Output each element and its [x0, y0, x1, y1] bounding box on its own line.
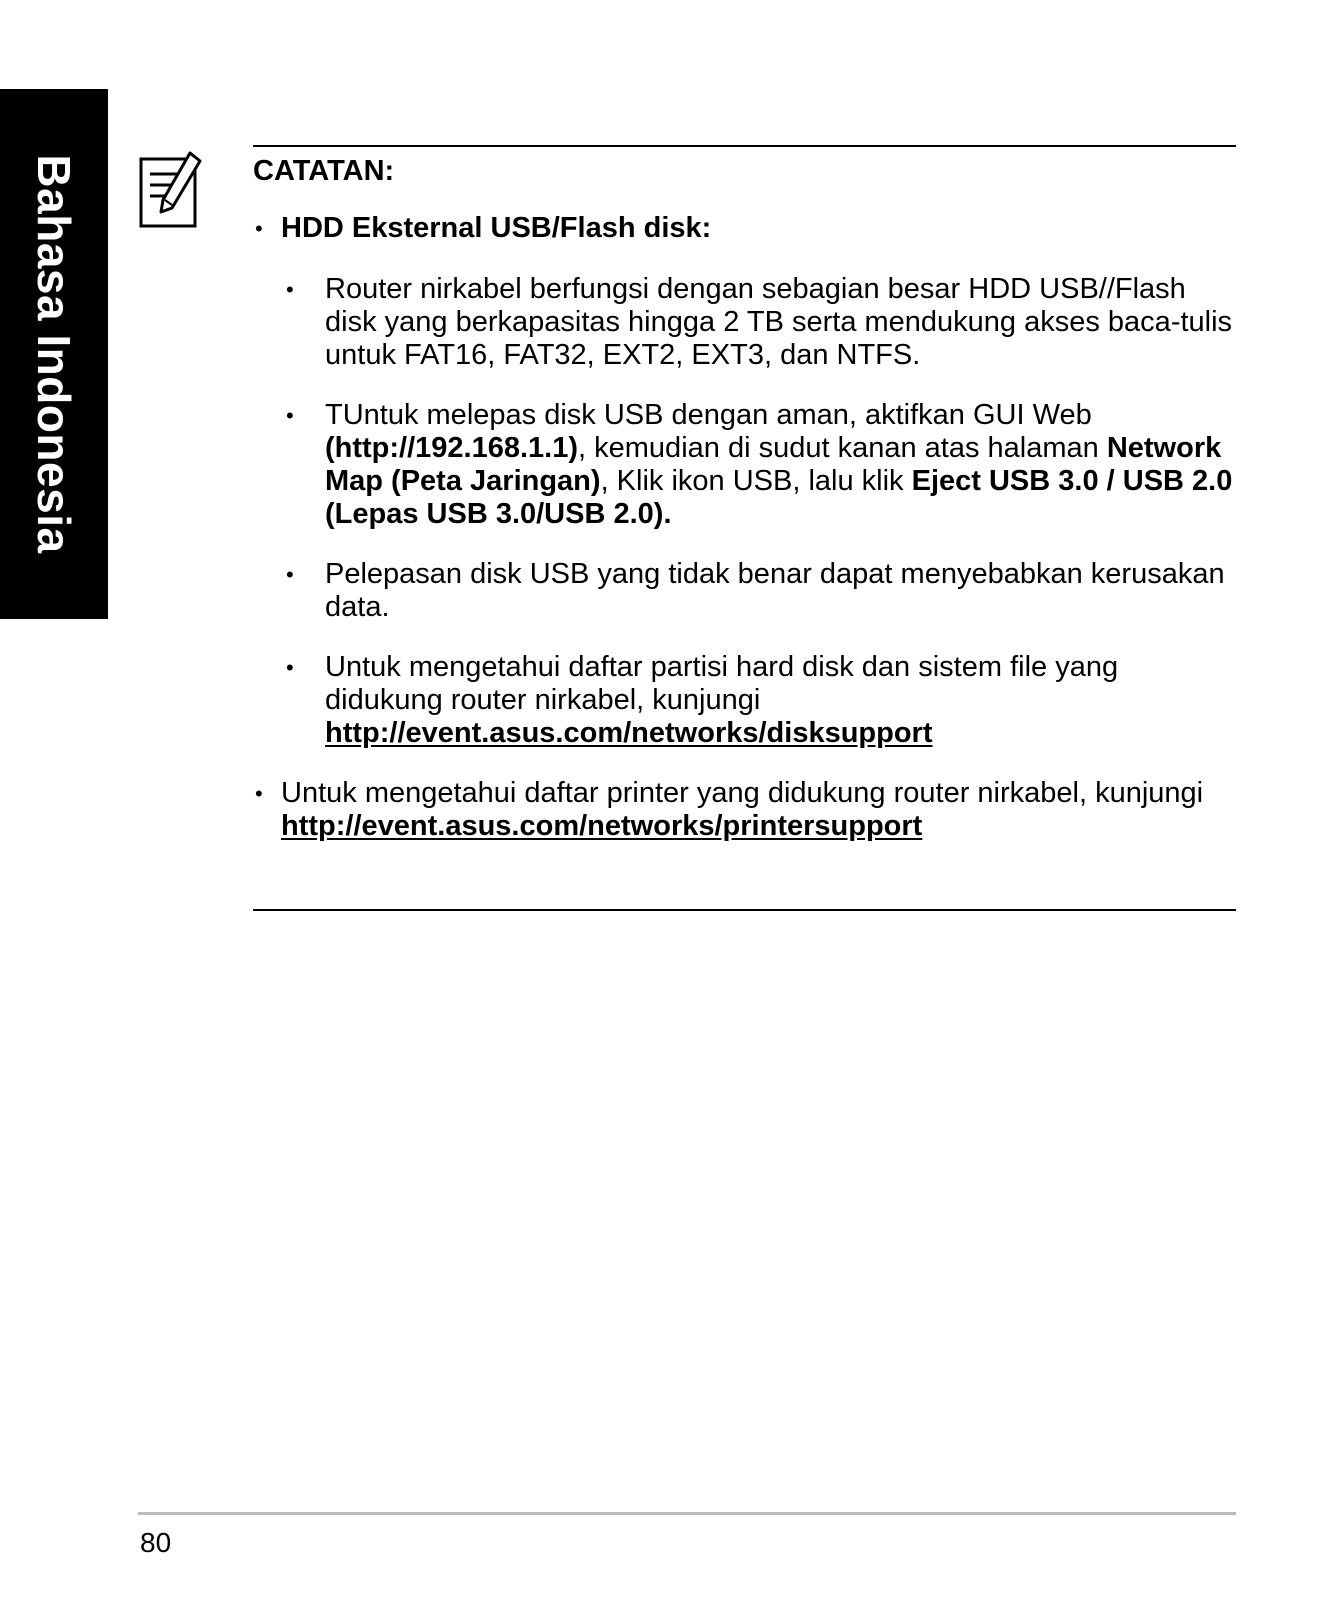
list-item — [253, 558, 1243, 624]
router-ip: (http://192.168.1.1) — [325, 432, 579, 464]
note-content — [253, 155, 1243, 871]
bullet-dot: • — [255, 781, 263, 806]
bullet-dot: • — [286, 403, 294, 428]
language-tab-label: Bahasa Indonesia — [28, 154, 80, 554]
network-map-label: Network Map (Peta Jaringan) — [325, 432, 1222, 497]
bullet-dot: • — [255, 216, 263, 241]
footer-rule — [138, 1512, 1236, 1515]
eject-text-1: TUntuk melepas disk USB dengan aman, aktifkan GUI Web — [325, 399, 1092, 431]
disk-support-link[interactable]: http://event.asus.com/networks/disksupport — [325, 717, 933, 749]
list-item — [253, 399, 1243, 531]
list-item — [253, 651, 1243, 750]
printer-support-link[interactable]: http://event.asus.com/networks/printersupport — [281, 810, 923, 842]
improper-removal-text: Pelepasan disk USB yang tidak benar dapat menyebabkan kerusakan data. — [325, 558, 1225, 623]
printer-support-text: Untuk mengetahui daftar printer yang didukung router nirkabel, kunjungi — [281, 777, 1204, 809]
language-side-tab — [0, 89, 108, 619]
disk-support-text: Untuk mengetahui daftar partisi hard disk dan sistem file yang didukung router nirkabel, kunjungi — [325, 651, 1119, 716]
note-pencil-icon — [138, 150, 208, 230]
bullet-dot: • — [286, 277, 294, 302]
eject-usb-label: Eject USB 3.0 / USB 2.0 (Lepas USB 3.0/USB 2.0). — [325, 465, 1233, 530]
note-bottom-rule — [253, 909, 1236, 911]
usb-capacity-text: Router nirkabel berfungsi dengan sebagian besar HDD USB//Flash disk yang berkapasitas hingga 2 TB serta mendukung akses baca-tulis untuk FAT16, FAT32, EXT2, EXT3, dan NTFS. — [325, 273, 1233, 371]
usb-section — [253, 212, 1243, 245]
printer-item — [253, 777, 1243, 843]
page-number: 80 — [140, 1527, 172, 1558]
usb-section-title: HDD Eksternal USB/Flash disk: — [281, 212, 712, 244]
bullet-dot: • — [286, 655, 294, 680]
note-top-rule — [253, 145, 1236, 147]
eject-text-2: , kemudian di sudut kanan atas halaman — [578, 432, 1107, 464]
note-heading: CATATAN: — [253, 155, 395, 187]
list-item — [253, 273, 1243, 372]
bullet-dot: • — [286, 562, 294, 587]
eject-text-3: , Klik ikon USB, lalu klik — [600, 465, 912, 497]
